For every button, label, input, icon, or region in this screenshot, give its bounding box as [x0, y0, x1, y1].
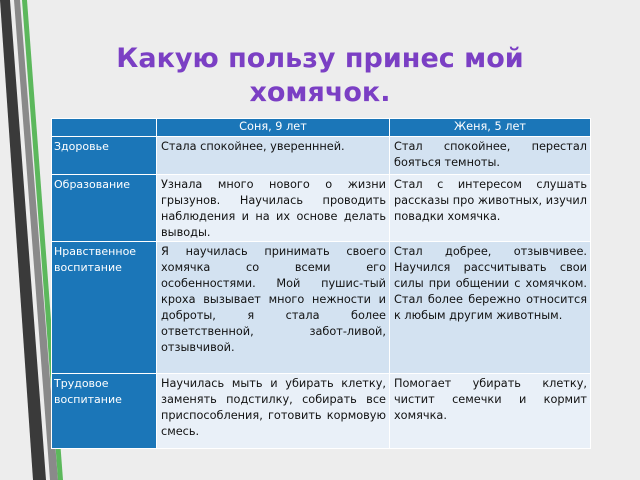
cell-sonya-health: Стала спокойнее, увереннней. — [157, 137, 390, 175]
table-row — [52, 137, 591, 175]
cell-zhenya-health: Стал спокойнее, перестал бояться темноты. — [390, 137, 591, 175]
header-zhenya: Женя, 5 лет — [390, 119, 591, 137]
cell-sonya-moral: Я научилась принимать своего хомячка со всеми его особенностями. Мой пушис-тый кроха вызывает много нежности и доброты, я стала более ответственной, забот-ливой, отзывчивой. — [157, 242, 390, 374]
cell-zhenya-labor: Помогает убирать клетку, чистит семечки и кормит хомячка. — [390, 374, 591, 449]
cell-sonya-education: Узнала много нового о жизни грызунов. Научилась проводить наблюдения и на их основе делать выводы. — [157, 175, 390, 242]
cell-zhenya-moral: Стал добрее, отзывчивее. Научился рассчитывать свои силы при общении с хомячком. Стал более бережно относится к любым другим животным. — [390, 242, 591, 374]
cell-sonya-labor: Научилась мыть и убирать клетку, заменять подстилку, собирать все приспособления, готовить кормовую смесь. — [157, 374, 390, 449]
table-row — [52, 175, 591, 242]
row-label-labor: Трудовое воспитание — [52, 374, 157, 449]
row-label-education: Образование — [52, 175, 157, 242]
slide-title: Какую пользу принес мой хомячок. — [116, 43, 524, 108]
table-header-row — [52, 119, 591, 137]
table-row — [52, 374, 591, 449]
comparison-table — [51, 118, 591, 449]
cell-zhenya-education: Стал с интересом слушать рассказы про животных, изучил повадки хомячка. — [390, 175, 591, 242]
row-label-moral: Нравственное воспитание — [52, 242, 157, 374]
table-row — [52, 242, 591, 374]
header-corner — [52, 119, 157, 137]
row-label-health: Здоровье — [52, 137, 157, 175]
header-sonya: Соня, 9 лет — [157, 119, 390, 137]
